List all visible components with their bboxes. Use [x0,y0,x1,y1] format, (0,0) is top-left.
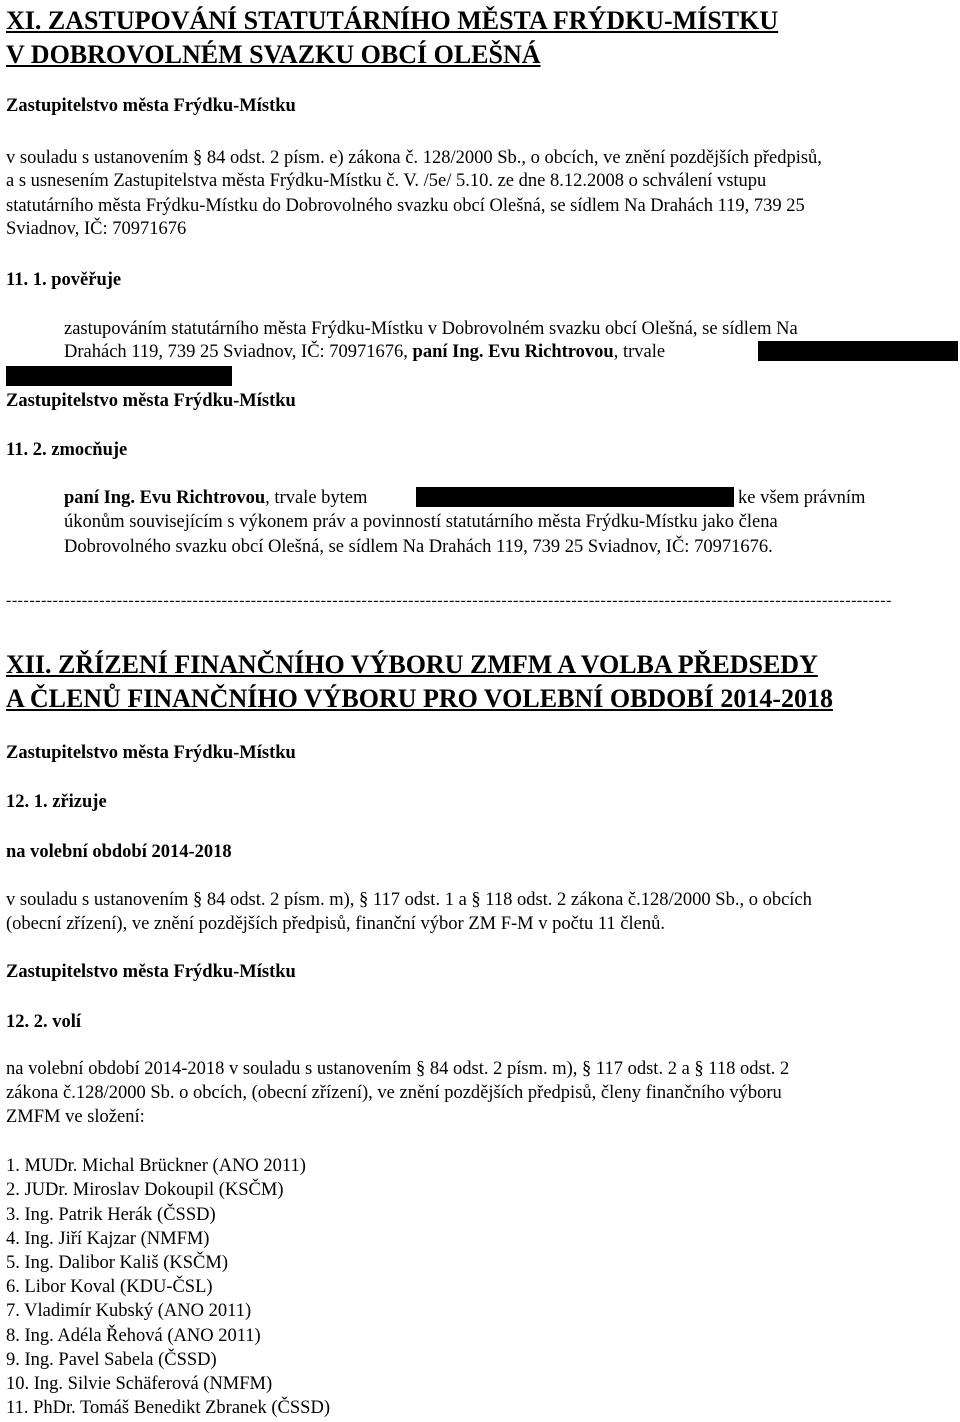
person-name: paní Ing. Evu Richtrovou [412,342,614,362]
resolution-label: 12. 1. zřizuje [6,792,107,812]
section-11-heading-line1: XI. ZASTUPOVÁNÍ STATUTÁRNÍHO MĚSTA FRÝDKU-MÍSTKU [6,6,779,35]
resolution-text: Dobrovolného svazku obcí Olešná, se sídlem Na Drahách 119, 739 25 Sviadnov, IČ: 70971676. [64,537,773,557]
resolution-text-part: , trvale [613,342,666,362]
member-list-item: 9. Ing. Pavel Sabela (ČSSD) [6,1350,217,1370]
member-list-item: 2. JUDr. Miroslav Dokoupil (KSČM) [6,1180,284,1200]
redaction-block [6,366,232,386]
resolution-label: 12. 2. volí [6,1012,82,1032]
member-list-item: 10. Ing. Silvie Schäferová (NMFM) [6,1374,273,1394]
member-list-item: 7. Vladimír Kubský (ANO 2011) [6,1301,252,1321]
member-list-item: 11. PhDr. Tomáš Benedikt Zbranek (ČSSD) [6,1398,330,1418]
member-list-item: 4. Ing. Jiří Kajzar (NMFM) [6,1229,210,1249]
election-period: na volební období 2014-2018 [6,842,232,862]
council-label: Zastupitelstvo města Frýdku-Místku [6,743,296,763]
intro-line: Sviadnov, IČ: 70971676 [6,219,187,239]
member-list-item: 3. Ing. Patrik Herák (ČSSD) [6,1205,216,1225]
section-12-heading-line2: A ČLENŮ FINANČNÍHO VÝBORU PRO VOLEBNÍ OBDOBÍ 2014-2018 [6,684,833,713]
member-list-item: 5. Ing. Dalibor Kališ (KSČM) [6,1253,228,1273]
section-11-heading-line2: V DOBROVOLNÉM SVAZKU OBCÍ OLEŠNÁ [6,40,541,69]
intro-line: statutárního města Frýdku-Místku do Dobrovolného svazku obcí Olešná, se sídlem Na Drahách 119, 739 25 [6,196,805,216]
resolution-text: úkonům souvisejícím s výkonem práv a povinností statutárního města Frýdku-Místku jako člena [64,512,778,532]
council-label: Zastupitelstvo města Frýdku-Místku [6,96,296,116]
resolution-text: v souladu s ustanovením § 84 odst. 2 písm. m), § 117 odst. 1 a § 118 odst. 2 zákona č.128/2000 Sb., o obcích [6,890,812,910]
redaction-block [416,487,734,507]
intro-line: a s usnesením Zastupitelstva města Frýdku-Místku č. V. /5e/ 5.10. ze dne 8.12.2008 o schválení vstupu [6,171,767,191]
member-list-item: 1. MUDr. Michal Brückner (ANO 2011) [6,1156,306,1176]
resolution-text: ke všem právním [738,488,866,508]
resolution-text: (obecní zřízení), ve znění pozdějších předpisů, finanční výbor ZM F-M v počtu 11 členů. [6,914,665,934]
resolution-text: zastupováním statutárního města Frýdku-Místku v Dobrovolném svazku obcí Olešná, se sídlem Na [64,319,798,339]
person-name: paní Ing. Evu Richtrovou [64,488,266,508]
resolution-text-part: Drahách 119, 739 25 Sviadnov, IČ: 70971676, [64,342,413,362]
redaction-block [758,341,958,361]
resolution-text [64,341,665,363]
council-label: Zastupitelstvo města Frýdku-Místku [6,962,296,982]
council-label: Zastupitelstvo města Frýdku-Místku [6,391,296,411]
resolution-text: na volební období 2014-2018 v souladu s ustanovením § 84 odst. 2 písm. m), § 117 odst. 2 a § 118 odst. 2 [6,1059,790,1079]
member-list-item: 8. Ing. Adéla Řehová (ANO 2011) [6,1326,261,1346]
resolution-label: 11. 2. zmocňuje [6,440,128,460]
resolution-text: zákona č.128/2000 Sb. o obcích, (obecní zřízení), ve znění pozdějších předpisů, členy finančního výboru [6,1083,782,1103]
section-separator: -------------------------------------------------------------------------------------------------------------------------------------------------------- [6,592,892,609]
resolution-label: 11. 1. pověřuje [6,270,122,290]
resolution-text-part: , trvale bytem [265,488,368,508]
resolution-text [64,487,367,509]
resolution-text: ZMFM ve složení: [6,1107,145,1127]
intro-line: v souladu s ustanovením § 84 odst. 2 písm. e) zákona č. 128/2000 Sb., o obcích, ve znění pozdějších předpisů, [6,148,822,168]
member-list-item: 6. Libor Koval (KDU-ČSL) [6,1277,213,1297]
section-12-heading-line1: XII. ZŘÍZENÍ FINANČNÍHO VÝBORU ZMFM A VOLBA PŘEDSEDY [6,650,818,679]
